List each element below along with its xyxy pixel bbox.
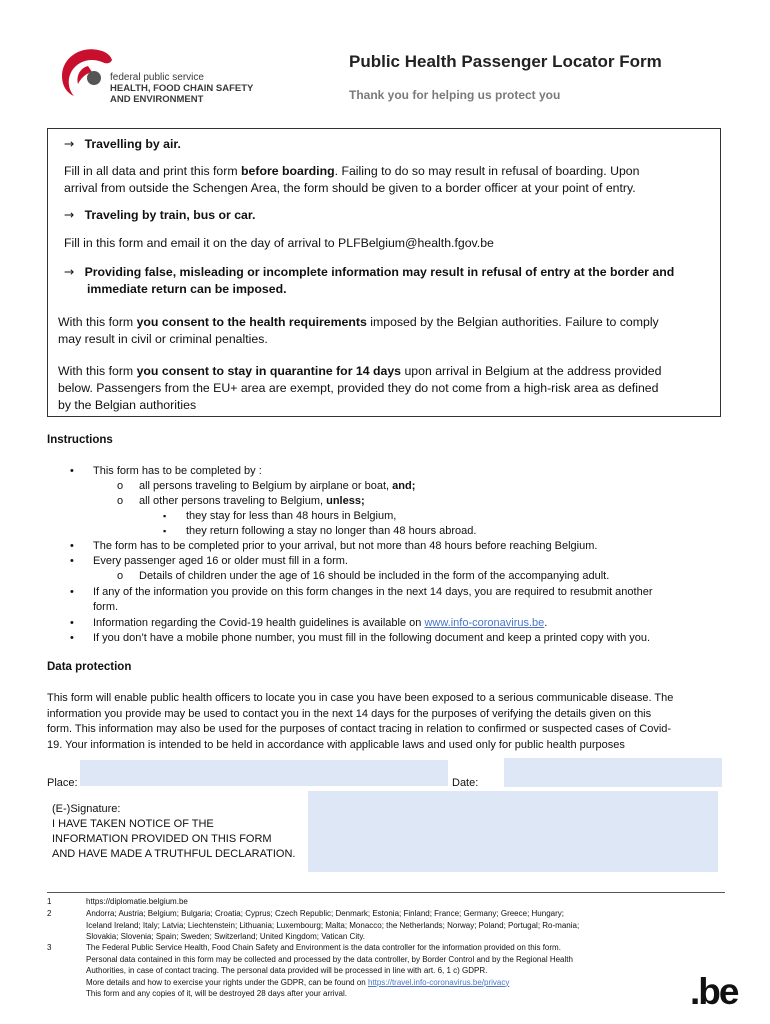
- place-input[interactable]: [80, 760, 448, 786]
- arrow-right-icon: →: [64, 137, 75, 151]
- instruction-subitem: all persons traveling to Belgium by airplane or boat, and;: [139, 480, 416, 492]
- sub-bullet: o: [117, 495, 124, 507]
- instruction-item: If any of the information you provide on this form changes in the next 14 days, you are required to resubmit another form.: [93, 586, 653, 613]
- false-info-warning: → Providing false, misleading or incomplete information may result in refusal of entry at the border and immediate return can be imposed.: [64, 265, 675, 296]
- instruction-item: If you don’t have a mobile phone number, you must fill in the following document and keep a printed copy with you.: [93, 632, 651, 644]
- bullet: •: [70, 586, 74, 598]
- instruction-item: Every passenger aged 16 or older must fill in a form.: [93, 555, 348, 567]
- footnote-number: 3: [47, 943, 52, 952]
- signature-label: (E-)Signature:: [52, 803, 121, 815]
- instructions-heading: Instructions: [47, 434, 113, 446]
- consent-quarantine: With this form you consent to stay in quarantine for 14 days upon arrival in Belgium at the address provided below. Passengers from the EU+ area are exempt, provided they do not come from a high-risk area as defined by the Belgian authorities: [58, 364, 662, 412]
- arrow-right-icon: →: [64, 208, 75, 222]
- bullet: •: [70, 632, 74, 644]
- consent-health: With this form you consent to the health requirements imposed by the Belgian authorities. Failure to comply may result in civil or criminal penalties.: [58, 315, 659, 346]
- privacy-link[interactable]: https://travel.info-coronavirus.be/privacy: [367, 977, 510, 987]
- date-input[interactable]: [504, 758, 722, 787]
- instruction-subsubitem: they return following a stay no longer than 48 hours abroad.: [186, 525, 477, 537]
- footnote-2: Andorra; Austria; Belgium; Bulgaria; Croatia; Cyprus; Czech Republic; Denmark; Estonia; Finland; France; Germany; Greece; Hungary; Iceland Ireland; Italy; Latvia; Liechtenstein; Lithuania; Luxembourg; Malta; Monacco; the Netherlands; Norway; Poland; Portugal; Ro-mania; Slovakia; Slovenia; Spain; Sweden; Switzerland; United Kingdom; Vatican City.: [86, 909, 580, 941]
- page-subtitle: Thank you for helping us protect you: [349, 88, 561, 102]
- place-label: Place:: [47, 777, 78, 789]
- info-coronavirus-link[interactable]: www.info-coronavirus.be: [424, 617, 545, 629]
- page-title: Public Health Passenger Locator Form: [349, 52, 662, 71]
- bullet: •: [70, 555, 74, 567]
- sub-bullet: o: [117, 570, 124, 582]
- footnote-number: 2: [47, 909, 52, 918]
- train-heading: → Traveling by train, bus or car.: [64, 208, 256, 222]
- instruction-item: This form has to be completed by :: [93, 465, 262, 477]
- be-logo: .be: [690, 971, 738, 1012]
- signature-input[interactable]: [308, 791, 718, 872]
- instruction-item: Information regarding the Covid-19 health guidelines is available on www.info-coronavirus.be.: [93, 617, 548, 629]
- date-label: Date:: [452, 777, 479, 789]
- footnote-3: The Federal Public Service Health, Food Chain Safety and Environment is the data controller for the information provided on this form. Personal data contained in this form may be collected and processed by the data controller, by Border Control and by the Regional Health Authorities, in case of contact tracing. The personal data provided will be processed in line with art. 6, 1 c) GDPR. More details and how to exercise your rights under the GDPR, can be found on https://travel.info-coronavirus.be/privacy This form and any copies of it, will be destroyed 28 days after your arrival.: [86, 943, 573, 998]
- square-bullet: ▪: [163, 511, 167, 521]
- instruction-subitem: all other persons traveling to Belgium, unless;: [139, 495, 365, 507]
- arrow-right-icon: →: [64, 265, 75, 279]
- signature-statement: (E-)Signature: I HAVE TAKEN NOTICE OF THE INFORMATION PROVIDED ON THIS FORM AND HAVE MADE A TRUTHFUL DECLARATION.: [52, 803, 296, 860]
- footnote-1: https://diplomatie.belgium.be: [86, 897, 188, 906]
- footnote-divider: [47, 892, 725, 893]
- instruction-subitem: Details of children under the age of 16 should be included in the form of the accompanying adult.: [139, 570, 610, 582]
- sub-bullet: o: [117, 480, 124, 492]
- fps-logo: [58, 44, 254, 116]
- instruction-item: The form has to be completed prior to your arrival, but not more than 48 hours before reaching Belgium.: [93, 540, 598, 552]
- data-protection-heading: Data protection: [47, 661, 132, 673]
- org-line3: AND ENVIRONMENT: [110, 94, 204, 105]
- air-text: Fill in all data and print this form before boarding. Failing to do so may result in refusal of boarding. Upon arrival from outside the Schengen Area, the form should be given to a border officer at your point of entry.: [64, 164, 640, 195]
- data-protection-text: This form will enable public health officers to locate you in case you have been exposed to a serious communicable disease. The information you provide may be used to contact you in the next 14 days for the purposes of verifying the details given on this form. This information may also be used for the purposes of contact tracing in relation to confirmed or suspected cases of Covid- 19. Your information is intended to be held in accordance with applicable laws and used only for public health purposes: [47, 692, 674, 751]
- train-text: Fill in this form and email it on the day of arrival to PLFBelgium@health.fgov.be: [64, 236, 494, 250]
- bullet: •: [70, 465, 74, 477]
- org-line2: HEALTH, FOOD CHAIN SAFETY: [110, 83, 254, 94]
- air-heading: → Travelling by air.: [64, 137, 181, 151]
- bullet: •: [70, 617, 74, 629]
- instruction-subsubitem: they stay for less than 48 hours in Belgium,: [186, 510, 397, 522]
- square-bullet: ▪: [163, 526, 167, 536]
- footnote-number: 1: [47, 897, 52, 906]
- bullet: •: [70, 540, 74, 552]
- org-line1: federal public service: [110, 72, 204, 83]
